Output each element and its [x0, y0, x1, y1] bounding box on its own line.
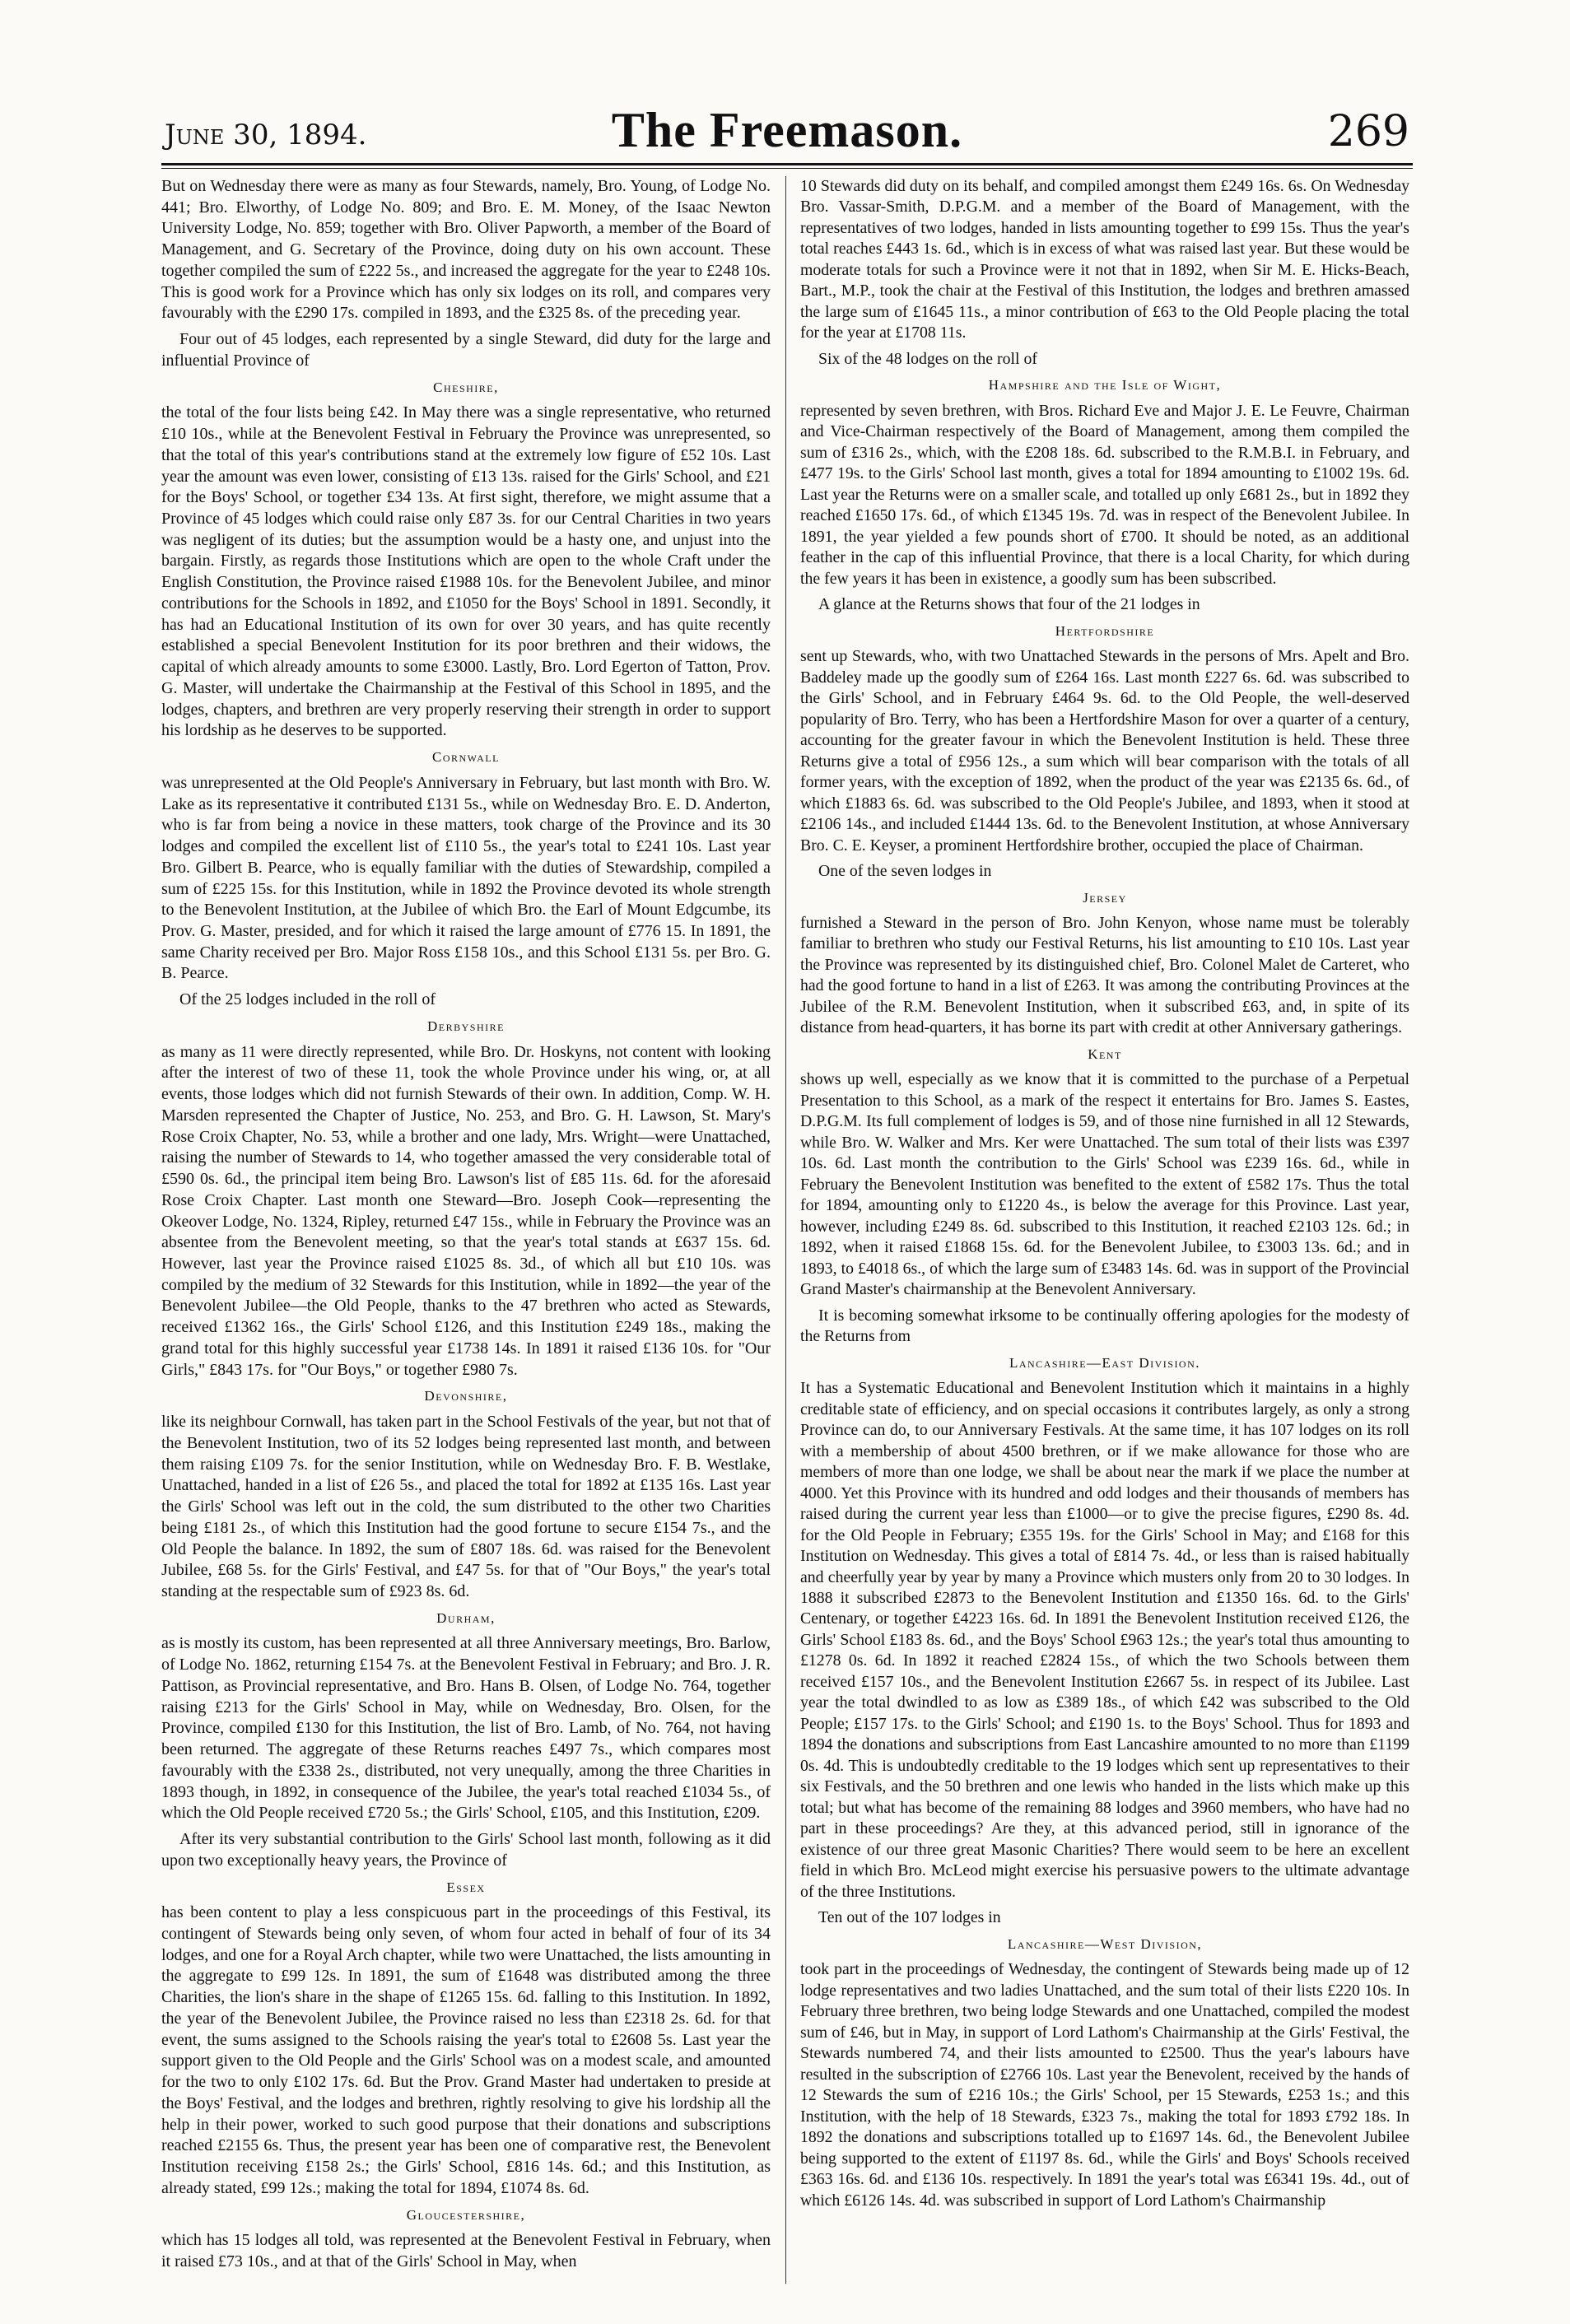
masthead-rule	[161, 168, 1413, 169]
left-column	[161, 176, 771, 2292]
section-heading: Devonshire,	[424, 1388, 508, 1404]
section-heading: Jersey	[1083, 889, 1127, 906]
issue-date: June 30, 1894.	[165, 119, 367, 151]
paragraph: 10 Stewards did duty on its behalf, and compiled amongst them £249 16s. 6s. On Wednesday Bro. Vassar-Smith, D.P.G.M. and a member of the Board of Management, with the representatives of two lodges, handed in lists amounting together to £99 15s. Thus the year's total reaches £443 1s. 6d., which is in excess of what was raised last year. But these would be moderate totals for such a Province were it not that in 1892, when Sir M. E. Hicks-Beach, Bart., M.P., took the chair at the Festival of this Institution, the lodges and brethren amassed the large sum of £1645 11s., a minor contribution of £63 to the Old People placing the total for the year at £1708 11s.	[800, 177, 1409, 342]
paragraph: the total of the four lists being £42. In May there was a single representative, who returned £10 10s., while at the Benevolent Festival in February the Province was unrepresented, so that the total of this year's contributions stand at the extremely low figure of £52 10s. Last year the amount was even lower, consisting of £13 13s. raised for the Girls' School, and £21 for the Boys' School, or together £34 13s. At first sight, therefore, we might assume that a Province of 45 lodges which could raise only £87 3s. for our Central Charities in two years was negligent of its duties; but the assumption would be a hasty one, and unjust into the bargain. Firstly, as regards those Institutions which are open to the whole Craft under the English Constitution, the Province raised £1988 10s. for the Benevolent Jubilee, and minor contributions for the Schools in 1892, and £1050 for the Boys' School in 1891. Secondly, it has had an Educational Institution of its own for over 30 years, and has quite recently established a special Benevolent Institution for its poor brethren and their widows, the capital of which already amounts to some £3000. Lastly, Bro. Lord Egerton of Tatton, Prov. G. Master, will undertake the Chairmanship at the Festival of this School in 1895, and the lodges, chapters, and brethren are very properly reserving their strength in order to support his lordship as he deserves to be supported.	[161, 403, 771, 740]
paragraph: One of the seven lodges in	[818, 862, 992, 881]
paragraph: represented by seven brethren, with Bros. Richard Eve and Major J. E. Le Feuvre, Chairman and Vice-Chairman respectively of the Board of Management, among them compiled the sum of £316 2s., which, with the £208 18s. 6d. subscribed to the R.M.B.I. in February, and £477 19s. to the Girls' School last month, gives a total for 1894 amounting to £1002 19s. 6d. Last year the Returns were on a smaller scale, and totalled up only £681 2s., but in 1892 they reached £1650 17s. 6d., of which £1345 19s. 7d. was in respect of the Benevolent Jubilee. In 1891, the year yielded a few pounds short of £700. It should be noted, as an additional feather in the cap of this influential Province, that there is a local Charity, for which during the few years it has been in existence, a goodly sum has been subscribed.	[800, 401, 1409, 588]
section-heading: Derbyshire	[427, 1018, 505, 1034]
section-heading: Gloucestershire,	[406, 2206, 526, 2223]
paragraph: It has a Systematic Educational and Benevolent Institution which it maintains in a highly creditable state of efficiency, and on special occasions it contributes largely, as only a strong Province can do, to our Anniversary Festivals. At the same time, it has 107 lodges on its roll with a membership of about 4500 brethren, or if we make allowance for those who are members of more than one lodge, we shall be about near the mark if we place the number at 4000. Yet this Province with its hundred and odd lodges and their thousands of members has raised during the current year less than £1000—or to give the precise figures, £290 8s. 4d. for the Old People in February; £355 19s. for the Girls' School in May; and £168 for this Institution on Wednesday. This gives a total of £814 7s. 4d., or less than is raised habitually and cheerfully year by year by many a Province which musters only from 20 to 30 lodges. In 1888 it subscribed £2873 to the Benevolent Institution and £1350 16s. 6d. to the Girls' Centenary, or together £4223 16s. 6d. In 1891 the Benevolent Institution received £126, the Girls' School £183 8s. 6d., and the Boys' School £963 12s.; the year's total thus amounting to £1278 0s. 6d. In 1892 it reached £2824 15s., of which the two Schools between them received £157 10s., and the Benevolent Institution £2667 5s. in respect of its Jubilee. Last year the total dwindled to as low as £389 18s., of which £42 was subscribed to the Old People; £157 17s. to the Girls' School; and £190 1s. to the Boys' School. Thus for 1893 and 1894 the donations and subscriptions from East Lancashire amounted to no more than £1199 0s. 4d. This is undoubtedly creditable to the 19 lodges which sent up representatives to their six Festivals, and the 50 brethren and one lewis who handed in the lists which make up this total; but what has become of the remaining 88 lodges and 3960 members, who have had no part in these proceedings? Are they, at this advanced period, still in ignorance of the existence of our three great Masonic Charities? There would seem to be here an excellent field in which Bro. McLeod might exercise his persuasive powers to the ultimate advantage of the three Institutions.	[800, 1379, 1409, 1901]
section-heading: Durham,	[436, 1609, 496, 1626]
paragraph: After its very substantial contribution to the Girls' School last month, following as it did upon two exceptionally heavy years, the Province of	[161, 1830, 771, 1870]
paragraph: which has 15 lodges all told, was represented at the Benevolent Festival in February, when it raised £73 10s., and at that of the Girls' School in May, when	[161, 2231, 771, 2271]
paragraph: as is mostly its custom, has been represented at all three Anniversary meetings, Bro. Barlow, of Lodge No. 1862, returning £154 7s. at the Benevolent Festival in February; and Bro. J. R. Pattison, as Provincial representative, and Bro. Hans B. Olsen, of Lodge No. 764, together raising £213 for the Girls' School in May, while on Wednesday, Bro. Olsen, for the Province, compiled £130 for this Institution, the list of Bro. Lamb, of No. 764, not having been returned. The aggregate of these Returns reaches £497 7s., which compares most favourably with the £338 2s., distributed, not very unequally, among the three Charities in 1893 though, in 1892, in consequence of the Jubilee, the year's total reached £1034 5s., of which the Old People received £720 5s.; the Girls' School, £105, and this Institution, £209.	[161, 1634, 771, 1823]
paragraph: But on Wednesday there were as many as four Stewards, namely, Bro. Young, of Lodge No. 441; Bro. Elworthy, of Lodge No. 809; and Bro. E. M. Money, of the Isaac Newton University Lodge, No. 859; together with Bro. Oliver Papworth, a member of the Board of Management, and G. Secretary of the Province, doing duty on his own account. These together compiled the sum of £222 5s., and increased the aggregate for the year to £248 10s. This is good work for a Province which has only six lodges on its roll, and compares very favourably with the £290 17s. compiled in 1893, and the £325 8s. of the preceding year.	[161, 177, 771, 323]
section-heading: Lancashire—West Division,	[1007, 1935, 1203, 1952]
paragraph: furnished a Steward in the person of Bro. John Kenyon, whose name must be tolerably familiar to brethren who study our Festival Returns, his list amounting to £10 10s. Last year the Province was represented by its distinguished chief, Bro. Colonel Malet de Carteret, who had the good fortune to hand in a list of £263. It was among the contributing Provinces at the Jubilee of the R.M. Benevolent Institution, when it subscribed £63, and, in spite of its distance from head-quarters, it has borne its part with credit at other Anniversary gatherings.	[800, 913, 1409, 1037]
masthead	[161, 97, 1413, 165]
right-column	[800, 176, 1409, 2292]
paragraph: Of the 25 lodges included in the roll of	[179, 990, 436, 1009]
paragraph: like its neighbour Cornwall, has taken part in the School Festivals of the year, but not that of the Benevolent Institution, two of its 52 lodges being represented last month, and between them raising £109 7s. for the senior Institution, while on Wednesday Bro. F. B. Westlake, Unattached, handed in a list of £26 5s., and placed the total for 1892 at £135 16s. Last year the Girls' School was left out in the cold, the sum distributed to the other two Charities being £181 2s., of which this Institution had the good fortune to secure £154 7s., and the Old People the balance. In 1892, the sum of £807 18s. 6d. was raised for the Benevolent Jubilee, £68 5s. for the Girls' Festival, and £47 5s. for that of "Our Boys," the year's total standing at the respectable sum of £923 8s. 6d.	[161, 1413, 771, 1600]
paragraph: took part in the proceedings of Wednesday, the contingent of Stewards being made up of 12 lodge representatives and two ladies Unattached, and the sum total of their lists £220 10s. In February three brethren, two being lodge Stewards and one Unattached, compiled the modest sum of £46, but in May, in support of Lord Lathom's Chairmanship at the Girls' Festival, the Stewards numbered 74, and their lists amounted to £2500. Thus the year's labours have resulted in the subscription of £2766 10s. Last year the Benevolent, received by the hands of 12 Stewards the sum of £216 10s.; the Girls' School, per 15 Stewards, £253 1s.; and this Institution, with the help of 18 Stewards, £323 7s., making the total for 1893 £792 18s. In 1892 the donations and subscriptions totalled up to £1697 14s. 6d., the Benevolent Jubilee being supported to the extent of £1197 8s. 6d., while the Girls' and Boys' Schools received £363 16s. 6d. and £136 10s. respectively. In 1891 the year's total was £6341 19s. 4d., out of which £6126 14s. 4d. was subscribed in support of Lord Lathom's Chairmanship	[800, 1960, 1409, 2210]
paragraph: Ten out of the 107 lodges in	[818, 1908, 1001, 1927]
paragraph: shows up well, especially as we know that it is committed to the purchase of a Perpetual Presentation to this School, as a mark of the respect it entertains for Bro. James S. Eastes, D.P.G.M. Its full complement of lodges is 59, and of those nine furnished in all 12 Stewards, while Bro. W. Walker and Mrs. Ker were Unattached. The sum total of their lists was £397 10s. 6d. Last month the contribution to the Girls' School was £239 16s. 6d., while in February the Benevolent Institution was benefited to the extent of £582 17s. Thus the total for 1894, amounting only to £1220 4s., is below the average for this Province. Last year, however, including £249 8s. 6d. subscribed to this Institution, it reached £2103 12s. 6d.; in 1892, when it raised £1868 15s. 6d. for the Benevolent Jubilee, to £3003 13s. 6d.; and in 1893, to £4018 6s., of which the large sum of £3483 14s. 6d. was in support of the Provincial Grand Master's chairmanship at the Benevolent Anniversary.	[800, 1070, 1409, 1299]
paragraph: was unrepresented at the Old People's Anniversary in February, but last month with Bro. W. Lake as its representative it contributed £131 5s., while on Wednesday Bro. E. D. Anderton, who is far from being a novice in these matters, took charge of the Province and its 30 lodges and compiled the excellent list of £110 5s., the year's total to £241 10s. Last year Bro. Gilbert B. Pearce, who is equally familiar with the duties of Stewardship, compiled a sum of £225 15s. for this Institution, while in 1892 the Province devoted its whole strength to the Benevolent Institution, at the Jubilee of which Bro. the Earl of Mount Edgcumbe, its Prov. G. Master, presided, and for which it raised the large amount of £776 15. In 1891, the same Charity received per Bro. Major Ross £158 10s., and this School £131 5s. per Bro. G. B. Pearce.	[161, 773, 771, 983]
section-heading: Cornwall	[432, 749, 500, 766]
paragraph: Six of the 48 lodges on the roll of	[818, 349, 1037, 368]
paragraph: A glance at the Returns shows that four of the 21 lodges in	[818, 595, 1200, 614]
section-heading: Lancashire—East Division.	[1009, 1354, 1201, 1371]
paragraph: as many as 11 were directly represented, while Bro. Dr. Hoskyns, not content with looking after the interest of two of these 11, took the whole Province under his wing, or, at all events, those lodges which did not furnish Stewards of their own. In addition, Comp. W. H. Marsden represented the Chapter of Justice, No. 253, and Bro. G. H. Lawson, St. Mary's Rose Croix Chapter, No. 53, while a brother and one lady, Mrs. Wright—were Unattached, raising the number of Stewards to 14, who together amassed the very considerable total of £590 0s. 6d., the principal item being Bro. Lawson's list of £85 11s. 6d. for the aforesaid Rose Croix Chapter. Last month one Steward—Bro. Joseph Cook—representing the Okeover Lodge, No. 1324, Ripley, returned £47 15s., while in February the Province was an absentee from the Benevolent meeting, so that the year's total stands at £637 15s. 6d. However, last year the Province raised £1025 8s. 3d., of which all but £10 10s. was compiled by the medium of 32 Stewards for this Institution, while in 1892—the year of the Benevolent Jubilee—the Old People, thanks to the 47 brethren who acted as Stewards, received £1362 16s., the Girls' School £126, and this Institution £249 18s., making the grand total for this highly successful year £1738 14s. In 1891 it raised £136 10s. for "Our Girls," £843 17s. for "Our Boys," or together £980 7s.	[161, 1042, 771, 1379]
paragraph: Four out of 45 lodges, each represented by a single Steward, did duty for the large and influential Province of	[161, 330, 771, 370]
paragraph: sent up Stewards, who, with two Unattached Stewards in the persons of Mrs. Apelt and Bro. Baddeley made up the goodly sum of £264 16s. Last month £227 6s. 6d. was subscribed to the Girls' School, and in February £464 9s. 6d. to the Old People, the well-deserved popularity of Bro. Terry, who has been a Hertfordshire Mason for over a quarter of a century, accounting for the greater favour in which the Benevolent Institution is held. These three Returns give a total of £956 12s., a sum which will bear comparison with the totals of all former years, with the exception of 1892, when the product of the year was £2135 6s. 6d., of which £1883 6s. 6d. was subscribed to the Old People's Jubilee, and 1893, when it stood at £2106 14s., and included £1444 13s. 6d. to the Benevolent Institution, at whose Anniversary Bro. C. E. Keyser, a prominent Hertfordshire brother, occupied the place of Chairman.	[800, 647, 1409, 855]
section-heading: Hampshire and the Isle of Wight,	[988, 377, 1222, 394]
section-heading: Essex	[446, 1879, 486, 1895]
newspaper-title: The Freemason.	[611, 103, 963, 157]
section-heading: Cheshire,	[433, 379, 499, 395]
section-heading: Kent	[1088, 1046, 1122, 1062]
column-rule	[785, 176, 786, 2284]
page-number: 269	[1327, 107, 1409, 156]
paragraph: It is becoming somewhat irksome to be continually offering apologies for the modesty of the Returns from	[800, 1306, 1409, 1346]
section-heading: Hertfordshire	[1055, 622, 1155, 639]
paragraph: has been content to play a less conspicuous part in the proceedings of this Festival, its contingent of Stewards being only seven, of whom four acted in behalf of four of its 34 lodges, and one for a Royal Arch chapter, while two were Unattached, the lists amounting in the aggregate to £99 12s. In 1891, the sum of £1648 was distributed among the three Charities, the lion's share in the shape of £1265 15s. 6d. falling to this Institution. In 1892, the year of the Benevolent Jubilee, the Province raised no less than £2318 2s. 6d. for that event, the sums assigned to the Schools raising the year's total to £2608 5s. Last year the support given to the Old People and the Girls' School was on a modest scale, and amounted for the two to only £102 17s. 6d. But the Prov. Grand Master had undertaken to preside at the Boys' Festival, and the lodges and brethren, rightly resolving to give his lordship all the help in their power, worked to such good purpose that their donations and subscriptions reached £2155 6s. Thus, the present year has been one of comparative rest, the Benevolent Institution receiving £158 2s.; the Girls' School, £816 14s. 6d.; and this Institution, as already stated, £99 12s.; making the total for 1894, £1074 8s. 6d.	[161, 1903, 771, 2197]
